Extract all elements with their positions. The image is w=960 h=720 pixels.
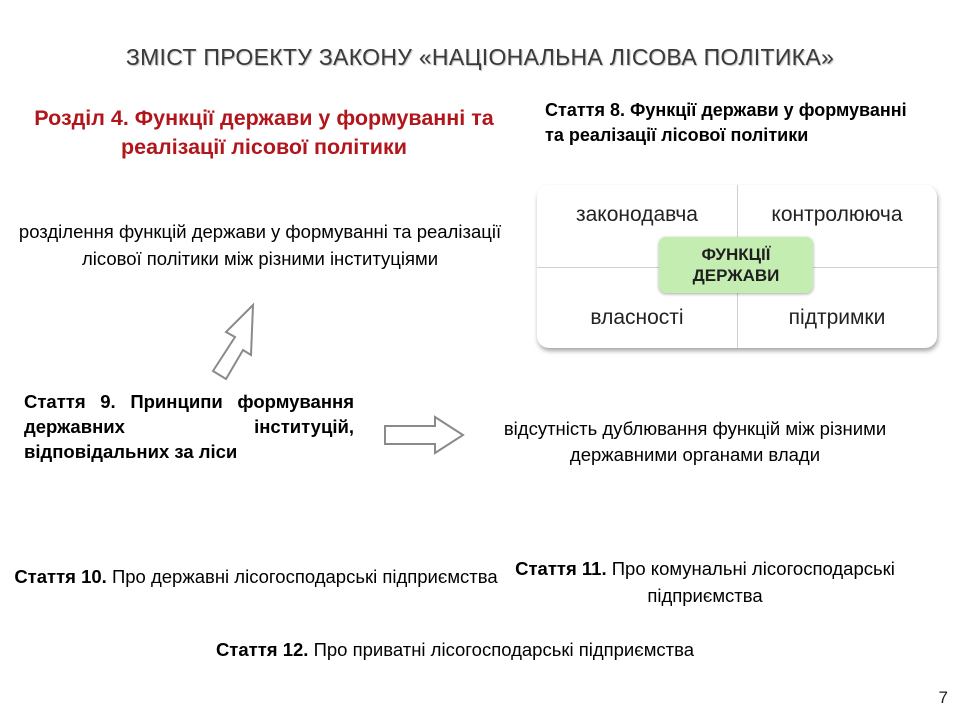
article-11-label: Стаття 11. bbox=[515, 558, 607, 579]
article-10-text: Про державні лісогосподарські підприємства bbox=[111, 566, 498, 587]
function-support: підтримки bbox=[788, 306, 886, 329]
section-4-heading: Розділ 4. Функції держави у формуванні та реалізації лісової політики bbox=[34, 106, 494, 159]
page-number: 7 bbox=[938, 688, 948, 707]
article-9-result: відсутність дублювання функцій між різними державними органами влади bbox=[503, 418, 887, 465]
article-8-heading: Стаття 8. Функції держави у формуванні та реалізації лісової політики bbox=[545, 100, 907, 145]
slide-title: ЗМІСТ ПРОЕКТУ ЗАКОНУ «НАЦІОНАЛЬНА ЛІСОВА ПОЛІТИКА» bbox=[125, 44, 835, 70]
article-11 bbox=[500, 555, 910, 609]
article-10 bbox=[0, 563, 512, 590]
function-ownership: власності bbox=[590, 306, 684, 329]
article-12-text: Про приватні лісогосподарські підприємства bbox=[313, 639, 695, 660]
state-functions-badge bbox=[659, 237, 813, 293]
function-legislative: законодавча bbox=[576, 203, 698, 226]
state-functions-badge-label: ФУНКЦІЇ ДЕРЖАВИ bbox=[692, 245, 780, 285]
function-controlling: контролююча bbox=[771, 203, 903, 226]
article-10-label: Стаття 10. bbox=[14, 566, 107, 587]
article-9-text: Стаття 9. Принципи формування державних інституцій, відповідальних за ліси bbox=[24, 391, 354, 462]
article-12 bbox=[180, 636, 730, 663]
section-4-description: розділення функцій держави у формуванні та реалізації лісової політики між різними інституціями bbox=[18, 221, 502, 269]
article-11-text: Про комунальні лісогосподарські підприємства bbox=[611, 558, 895, 606]
article-12-label: Стаття 12. bbox=[215, 639, 309, 660]
